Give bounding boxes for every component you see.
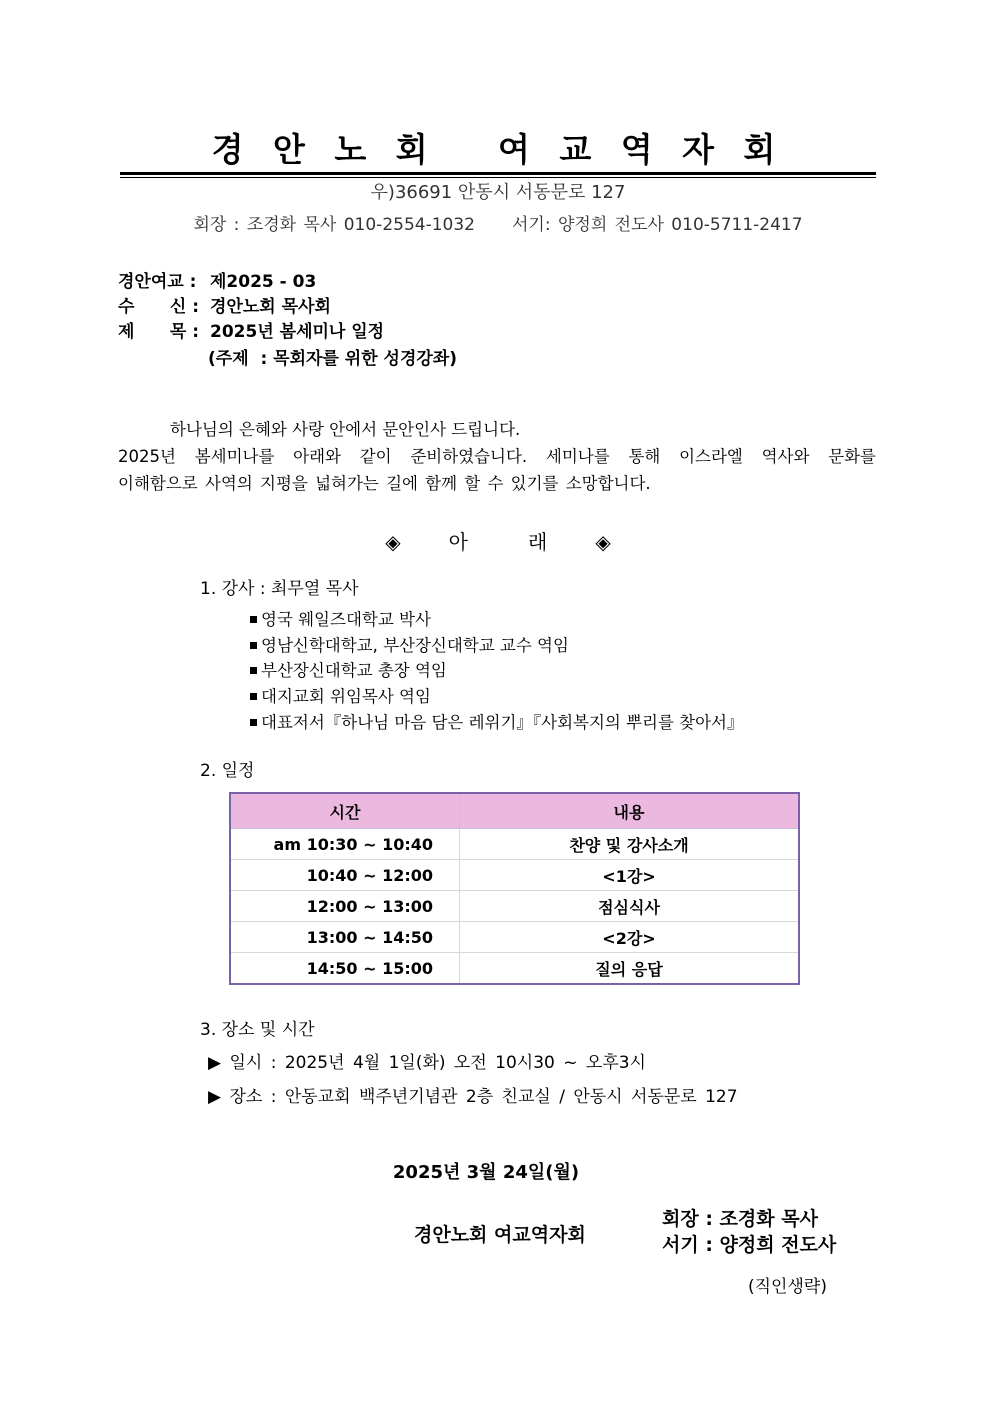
table-row (230, 891, 799, 922)
diamond-left-icon: ◈ (385, 530, 401, 554)
address: 우)36691 안동시 서동문로 127 (370, 182, 626, 203)
list-item: 대표저서『하나님 마음 담은 레위기』『사회복지의 뿌리를 찾아서』 (250, 709, 743, 733)
time-cell: am 10:30 ~ 10:40 (230, 829, 460, 860)
content-cell: <2강> (460, 922, 800, 953)
list-item: 영남신학대학교, 부산장신대학교 교수 역임 (250, 632, 569, 656)
content-cell: 점심식사 (460, 891, 800, 922)
subject-label: 제 목 : (118, 322, 200, 342)
notice-heading (120, 526, 876, 555)
doc-number-row (118, 267, 316, 292)
bullet-square-icon (250, 642, 257, 649)
event-datetime: ▶ 일시 : 2025년 4월 1일(화) 오전 10시30 ~ 오후3시 (208, 1053, 646, 1073)
contacts: 회장 : 조경화 목사 010-2554-1032 서기: 양정희 전도사 010-5711-2417 (193, 215, 803, 235)
place-heading: 3. 장소 및 시간 (200, 1020, 315, 1040)
table-row (230, 922, 799, 953)
bullet-square-icon (250, 719, 257, 726)
column-header-time: 시간 (230, 793, 460, 829)
subject-value: 2025년 봄세미나 일정 (210, 322, 385, 342)
time-cell: 13:00 ~ 14:50 (230, 922, 460, 953)
subject-theme: (주제 : 목회자를 위한 성경강좌) (208, 349, 457, 369)
body-line-2: 2025년 봄세미나를 아래와 같이 준비하였습니다. 세미나를 통해 이스라엘 역사와 문화를 (118, 447, 876, 466)
seal-omitted-note: (직인생략) (748, 1277, 827, 1297)
issue-date: 2025년 3월 24일(월) (392, 1162, 580, 1183)
schedule-table (229, 792, 800, 985)
column-header-content: 내용 (460, 793, 800, 829)
event-location: ▶ 장소 : 안동교회 백주년기념관 2층 친교실 / 안동시 서동문로 127 (208, 1087, 738, 1107)
list-item: 대지교회 위임목사 역임 (250, 683, 431, 707)
bullet-square-icon (250, 693, 257, 700)
organization-name: 경안노회 여교역자회 (414, 1224, 586, 1246)
diamond-right-icon: ◈ (595, 530, 611, 554)
content-cell: 찬양 및 강사소개 (460, 829, 800, 860)
content-cell: <1강> (460, 860, 800, 891)
recipient-value: 경안노회 목사회 (210, 297, 331, 317)
time-cell: 12:00 ~ 13:00 (230, 891, 460, 922)
doc-number-label: 경안여교 : (118, 272, 197, 292)
speaker-heading: 1. 강사 : 최무열 목사 (200, 579, 359, 599)
document-title: 경 안 노 회 여 교 역 자 회 (211, 130, 785, 169)
time-cell: 14:50 ~ 15:00 (230, 953, 460, 985)
time-cell: 10:40 ~ 12:00 (230, 860, 460, 891)
list-item: 부산장신대학교 총장 역임 (250, 657, 447, 681)
title-rule-thick (120, 172, 876, 175)
table-row (230, 829, 799, 860)
recipient-row (118, 292, 331, 317)
table-row (230, 860, 799, 891)
notice-word-2: 래 (528, 530, 548, 554)
recipient-label: 수 신 : (118, 297, 200, 317)
table-header-row (230, 793, 799, 829)
doc-number-value: 제2025 - 03 (210, 272, 317, 292)
greeting: 하나님의 은혜와 사랑 안에서 문안인사 드립니다. (170, 420, 521, 439)
secretary-signature: 서기 : 양정희 전도사 (662, 1234, 837, 1256)
body-line-3: 이해함으로 사역의 지평을 넓혀가는 길에 함께 할 수 있기를 소망합니다. (118, 474, 651, 493)
bullet-square-icon (250, 616, 257, 623)
bullet-square-icon (250, 667, 257, 674)
president-signature: 회장 : 조경화 목사 (662, 1208, 818, 1230)
list-item: 영국 웨일즈대학교 박사 (250, 606, 431, 630)
content-cell: 질의 응답 (460, 953, 800, 985)
subject-row (118, 317, 384, 342)
schedule-heading: 2. 일정 (200, 761, 255, 781)
table-row (230, 953, 799, 985)
notice-word-1: 아 (448, 530, 468, 554)
